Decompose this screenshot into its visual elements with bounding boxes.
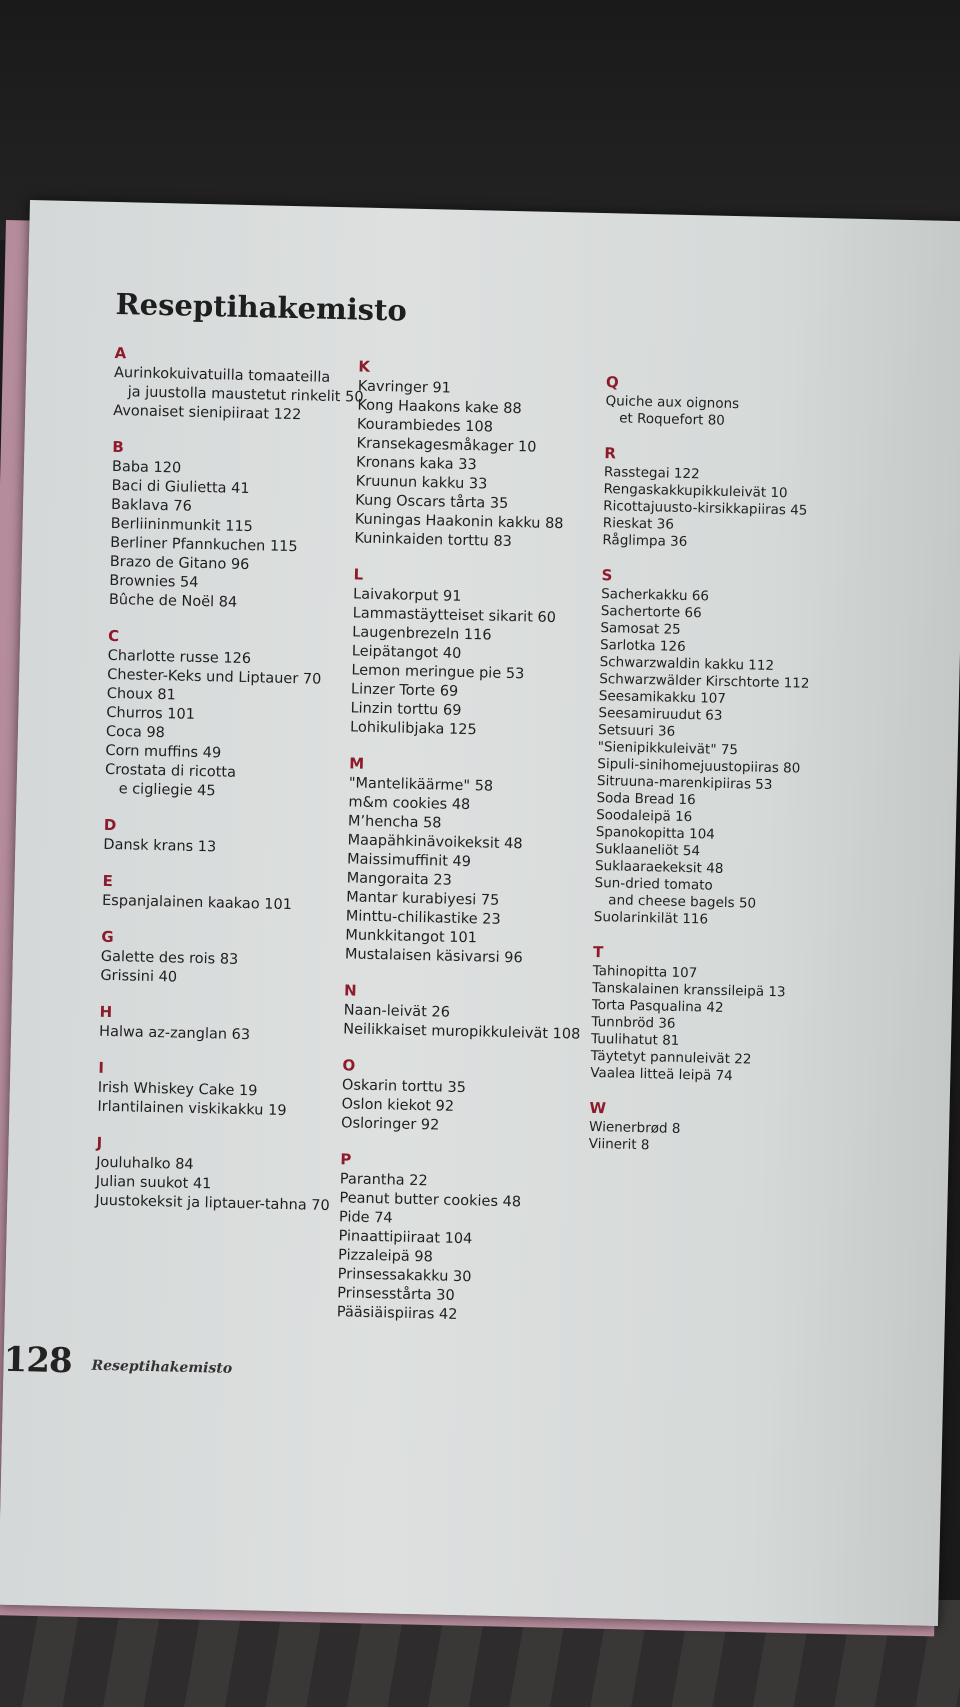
section-letter: L [353,565,364,584]
entry-text: Schwarzwaldin kakku 112 [599,654,775,674]
entry-text: "Sienipikkuleivät" 75 [597,739,739,759]
entry-text: Pizzaleipä 98 [337,1247,433,1266]
entry-text: Suklaaneliöt 54 [595,840,701,860]
entry-text: Sachertorte 66 [600,603,702,622]
section-letter: Q [605,373,619,392]
index-entry [605,393,886,433]
entry-text: Linzer Torte 69 [350,681,459,700]
entry-text: Sun-dried tomato [594,874,713,894]
entry-text: Neilikkaiset muropikkuleivät 108 [343,1021,581,1043]
entry-text: Dansk krans 13 [103,836,217,856]
index-section-t [590,943,873,1088]
entry-text: Oskarin torttu 35 [341,1077,467,1097]
entry-text: Torta Pasqualina 42 [591,996,724,1016]
index-section-q [605,373,886,433]
entry-text: Parantha 22 [339,1171,428,1190]
section-letter: S [601,566,613,585]
section-letter: M [349,754,365,773]
entry-text: Prinsessakakku 30 [337,1266,472,1286]
index-section-g [100,928,381,992]
entry-text: Chester-Keks und Liptauer 70 [107,666,322,688]
entry-text: Kronans kaka 33 [355,454,477,474]
index-entry [104,761,385,805]
entry-text: Corn muffins 49 [105,742,222,762]
entry-text: Brownies 54 [109,572,199,591]
index-column-2 [336,357,638,1345]
section-letter: A [114,343,127,363]
entry-text: Rengaskakkupikkuleivät 10 [603,481,788,502]
entry-text: m&m cookies 48 [348,794,471,814]
entry-text: Grissini 40 [100,967,178,986]
entry-text: Tanskalainen kranssileipä 13 [592,979,786,1001]
entry-text: Irlantilainen viskikakku 19 [97,1098,287,1120]
entry-text: Mangoraita 23 [346,870,453,889]
entry-text: Espanjalainen kaakao 101 [101,892,293,914]
index-section-c [104,627,388,805]
entry-text: Minttu-chilikastike 23 [345,908,501,928]
entry-text: Osloringer 92 [340,1115,440,1134]
index-section-j [95,1134,377,1217]
index-entry [102,892,382,917]
section-letter: B [112,437,125,457]
entry-text: Lammastäytteiset sikarit 60 [352,605,557,627]
index-section-n [343,981,624,1045]
entry-text: Maissimuffinit 49 [346,851,472,871]
entry-text: Linzin torttu 69 [350,700,462,719]
index-section-o [341,1056,623,1139]
entry-continuation: and cheese bagels 50 [608,892,757,912]
index-section-a [113,344,395,427]
entry-text: Seesamiruudut 63 [598,705,723,724]
entry-text: Berliininmunkit 115 [110,515,254,536]
entry-text: Kung Oscars tårta 35 [355,492,509,512]
section-letter: N [343,981,357,1000]
entry-text: Jouluhalko 84 [95,1154,194,1173]
section-letter: O [342,1056,356,1075]
index-entry [103,836,383,861]
entry-text: Vaalea litteä leipä 74 [590,1064,733,1085]
entry-text: Suolarinkilät 116 [593,908,709,928]
entry-text: Maapähkinävoikeksit 48 [347,832,523,853]
section-letter: H [99,1002,113,1022]
entry-text: Sipuli-sinihomejuustopiiras 80 [597,756,801,777]
entry-text: Kuningas Haakonin kakku 88 [354,511,564,533]
entry-text: Prinsesstårta 30 [337,1285,455,1304]
entry-text: Crostata di ricotta [104,761,237,781]
section-letter: C [107,626,120,646]
entry-text: Soodaleipä 16 [596,807,693,826]
running-title: Reseptihakemisto [91,1357,233,1377]
entry-text: Samosat 25 [600,620,681,638]
index-section-m [345,754,630,970]
entry-text: Sitruuna-marenkipiiras 53 [596,773,773,793]
entry-continuation: ja juustolla maustetut rinkelit 50 [127,384,364,406]
section-letter: R [604,444,617,463]
index-section-b [109,438,393,616]
entry-text: Bûche de Noël 84 [108,591,238,611]
entry-text: Leipätangot 40 [351,643,462,662]
entry-continuation: e cigliegie 45 [118,781,216,800]
entry-text: Täytetyt pannuleivät 22 [590,1047,752,1068]
entry-text: Baci di Giulietta 41 [111,477,250,498]
entry-text: Quiche aux oignons [605,393,740,413]
entry-text: Kruunun kakku 33 [355,473,488,493]
section-letter: W [589,1098,607,1118]
entry-text: Kuninkaiden torttu 83 [354,530,513,551]
entry-text: Ricottajuusto-kirsikkapiiras 45 [603,498,808,519]
entry-text: Oslon kiekot 92 [341,1096,455,1115]
index-section-h [99,1003,380,1048]
section-letter: P [340,1150,352,1169]
index-section-s [594,566,882,932]
entry-text: Berliner Pfannkuchen 115 [110,534,298,556]
entry-text: Pinaattipiiraat 104 [338,1228,473,1248]
entry-text: Schwarzwälder Kirschtorte 112 [599,671,810,692]
section-letter: J [96,1133,103,1152]
entry-text: Mantar kurabiyesi 75 [346,889,500,909]
index-section-d [103,816,384,861]
entry-text: Pääsiäispiiras 42 [336,1304,458,1323]
entry-text: Råglimpa 36 [602,532,688,550]
entry-text: Choux 81 [106,685,177,704]
entry-text: Kransekagesmåkager 10 [356,435,537,456]
page-title: Reseptihakemisto [115,286,408,328]
entry-text: Kourambiedes 108 [356,416,494,436]
book-page [0,200,960,1626]
index-section-k [354,357,638,554]
section-letter: D [103,815,117,835]
section-letter: T [592,942,604,962]
entry-text: Sacherkakku 66 [601,586,710,605]
entry-text: M’hencha 58 [347,813,442,832]
page-number: 128 [3,1339,73,1382]
entry-text: Rasstegai 122 [603,464,700,483]
index-section-l [350,565,634,743]
entry-text: Laivakorput 91 [352,586,462,605]
entry-text: Avonaiset sienipiiraat 122 [113,402,302,424]
entry-text: Tunnbröd 36 [591,1013,676,1032]
index-entry [99,1023,379,1048]
entry-text: Kong Haakons kake 88 [357,397,522,418]
index-entry [113,364,394,408]
entry-text: Baklava 76 [110,496,192,515]
entry-text: Coca 98 [105,723,166,742]
entry-text: Rieskat 36 [602,515,675,533]
entry-text: Brazo de Gitano 96 [109,553,250,574]
entry-text: Setsuuri 36 [597,722,676,740]
entry-text: Spanokopitta 104 [595,824,716,843]
entry-text: Juustokeksit ja liptauer-tahna 70 [95,1192,330,1215]
index-column-3 [588,373,886,1176]
entry-continuation: et Roquefort 80 [619,410,726,429]
index-section-e [102,872,383,917]
index-section-p [337,1150,621,1328]
entry-text: Julian suukot 41 [95,1173,212,1193]
entry-text: Kavringer 91 [357,378,452,397]
entry-text: Viinerit 8 [588,1135,650,1154]
entry-text: Pide 74 [338,1209,393,1227]
entry-text: Galette des rois 83 [100,948,239,968]
entry-text: Naan-leivät 26 [343,1002,451,1021]
section-letter: K [358,357,371,376]
entry-text: Tahinopitta 107 [592,962,698,982]
entry-text: Charlotte russe 126 [107,647,252,668]
entry-text: "Mantelikäärme" 58 [348,775,494,795]
section-letter: E [102,871,114,891]
entry-text: Lemon meringue pie 53 [351,662,525,683]
entry-text: Soda Bread 16 [596,790,696,809]
entry-text: Baba 120 [111,458,182,477]
entry-text: Tuulihatut 81 [590,1030,680,1049]
entry-text: Irish Whiskey Cake 19 [97,1079,258,1100]
entry-text: Halwa az-zanglan 63 [98,1023,251,1044]
section-letter: G [101,927,114,947]
index-section-r [602,444,884,555]
entry-text: Sarlotka 126 [599,637,686,655]
entry-text: Churros 101 [106,704,196,723]
index-section-i [97,1059,378,1123]
entry-text: Wienerbrød 8 [588,1118,681,1137]
section-letter: I [98,1058,105,1077]
entry-text: Suklaaraekeksit 48 [594,857,724,877]
entry-text: Lohikulibjaka 125 [349,719,477,739]
entry-text: Peanut butter cookies 48 [339,1190,522,1211]
entry-text: Laugenbrezeln 116 [352,624,492,644]
entry-text: Seesamikakku 107 [598,688,727,707]
entry-text: Munkkitangot 101 [345,927,478,947]
entry-text: Mustalaisen käsivarsi 96 [344,946,523,967]
entry-text: Aurinkokuivatuilla tomaateilla [113,364,331,386]
index-section-w [589,1099,870,1159]
